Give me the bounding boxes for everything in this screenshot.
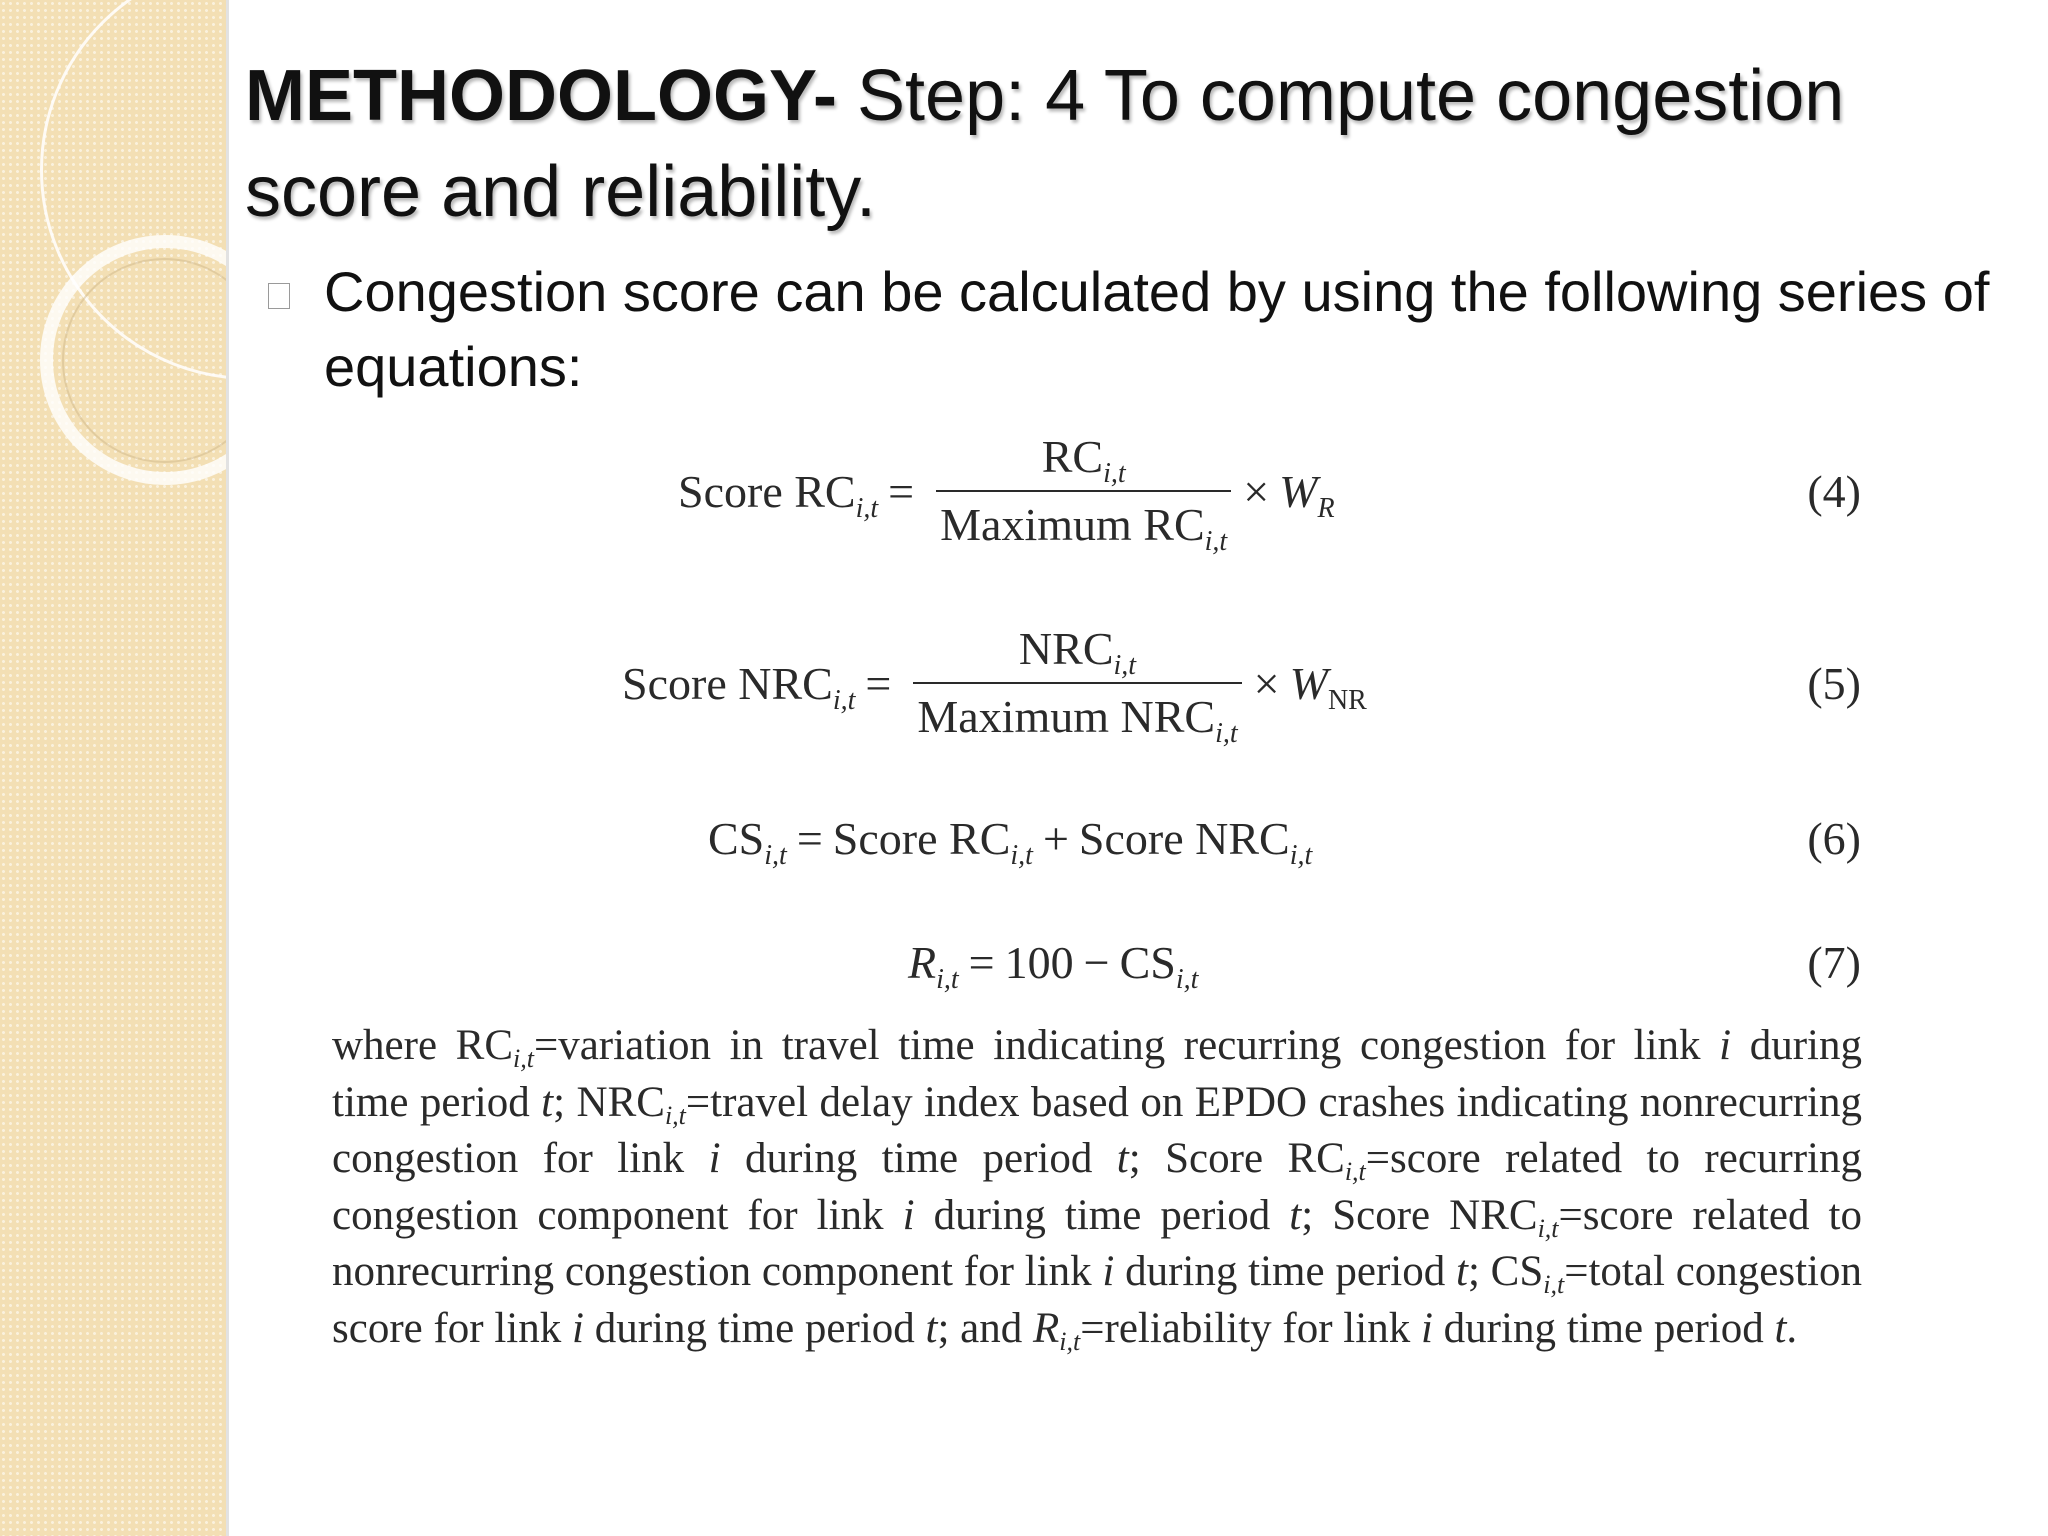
eq5-fraction bbox=[913, 622, 1241, 749]
bullet-square-icon bbox=[268, 283, 290, 309]
title-rest-part: Step: 4 To compute congestion score and reliability. bbox=[245, 56, 1845, 232]
eq4-fraction bbox=[936, 430, 1231, 557]
equation-6: $CS_{i,t}$ = Score $RC_{i,t}$ + Score $NRC_{i,t}$ bbox=[708, 813, 1313, 871]
eq5-numerator: $NRC_{i,t}$ bbox=[1018, 623, 1137, 681]
eq5-lhs: Score $NRC_{i,t}$ bbox=[622, 657, 856, 716]
decorative-sidebar bbox=[0, 0, 226, 1536]
equation-5-number: (5) bbox=[1807, 658, 1861, 709]
title-bold-part: METHODOLOGY- bbox=[245, 56, 837, 136]
eq7-constant: 100 bbox=[1004, 937, 1074, 988]
variable-definitions: where $RC_{i,t}=variation$ in travel time indicating recurring congestion for link i during time period t; $NRC_{i,t}=travel$ delay index based on EPDO crashes indicating nonrecurring congestion for link i during time period t; Score $RC_{i,t}=score$ related to recurring congestion component for link i during time period t; Score $NRC_{i,t}=score$ related to nonrecurring congestion component for link i during time period t; $CS_{i,t}=total$ congestion score for link i during time period t; and $R_{i,t}=reliability$ for link i during time period t. bbox=[332, 1022, 1862, 1356]
equation-7-number: (7) bbox=[1807, 937, 1861, 988]
eq6-term2: Score $NRC_{i,t}$ bbox=[1078, 813, 1313, 871]
equation-6-number: (6) bbox=[1807, 813, 1861, 864]
eq7-lhs: $R_{i,t}$ bbox=[908, 937, 959, 995]
eq4-denominator: Maximum $RC_{i,t}$ bbox=[936, 490, 1231, 552]
eq6-lhs: $CS_{i,t}$ bbox=[708, 813, 787, 871]
bullet-text: Congestion score can be calculated by using the following series of equations: bbox=[324, 260, 1990, 398]
eq6-term1: Score $RC_{i,t}$ bbox=[832, 813, 1033, 871]
eq5-weight: $W_{NR}$ bbox=[1289, 657, 1367, 716]
eq4-weight: $W_R$ bbox=[1279, 465, 1335, 524]
equation-7: $R_{i,t}$ = 100 − $CS_{i,t}$ bbox=[908, 937, 1199, 995]
equation-4-number: (4) bbox=[1807, 466, 1861, 517]
eq4-lhs: Score $RC_{i,t}$ bbox=[678, 465, 879, 524]
slide-title bbox=[245, 48, 2025, 240]
eq7-term: $CS_{i,t}$ bbox=[1119, 937, 1199, 995]
eq5-denominator: Maximum $NRC_{i,t}$ bbox=[913, 682, 1241, 744]
equation-4: Score $RC_{i,t}$ = $\frac{RC_{i,t}}{Maximum RC_{i,t}}$ × $W_R$ bbox=[678, 431, 1335, 557]
eq4-numerator: $RC_{i,t}$ bbox=[1041, 431, 1126, 489]
equation-5: Score $NRC_{i,t}$ = $\frac{NRC_{i,t}}{Maximum NRC_{i,t}}$ × $W_{NR}$ bbox=[622, 623, 1367, 749]
sidebar-divider bbox=[226, 0, 229, 1536]
